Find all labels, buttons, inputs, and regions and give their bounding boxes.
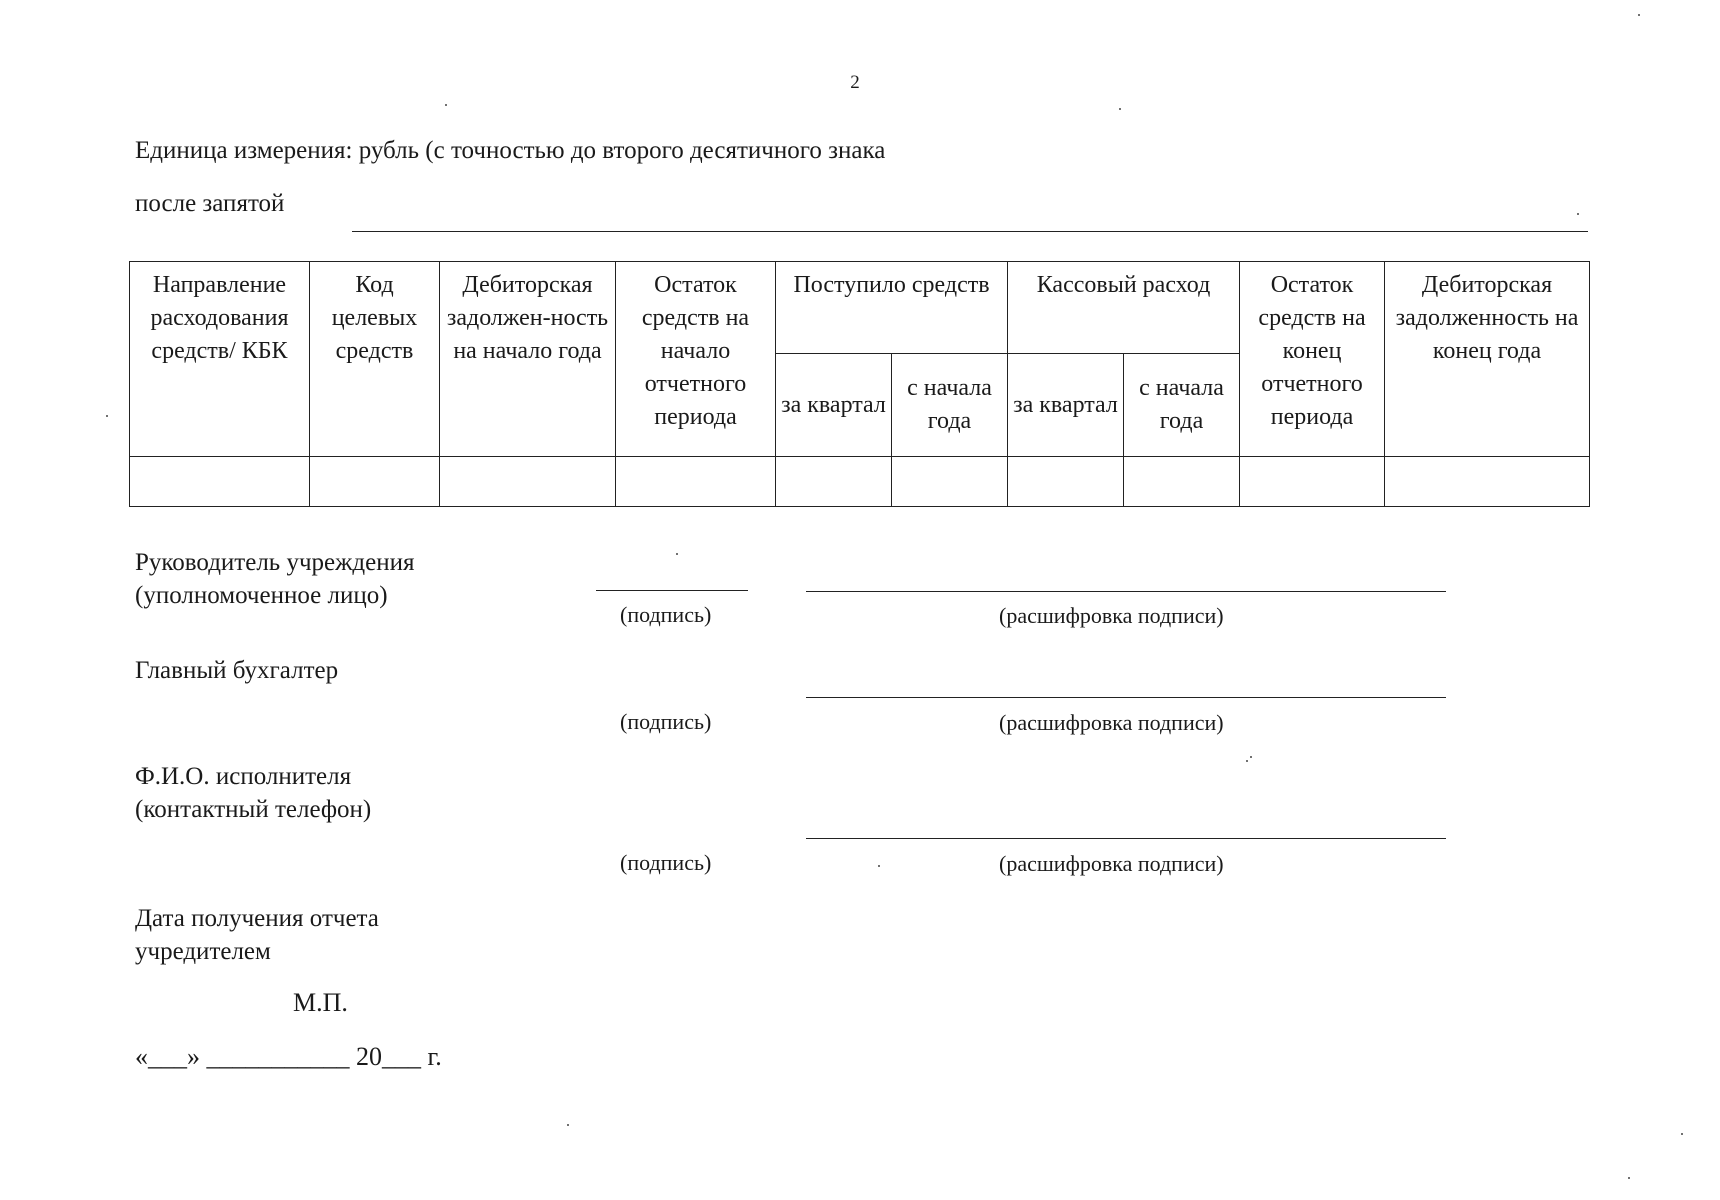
scan-speck	[1638, 14, 1640, 16]
table-cell[interactable]	[1385, 457, 1590, 507]
head-title-line2: (уполномоченное лицо)	[135, 582, 388, 609]
head-decryption-caption: (расшифровка подписи)	[999, 603, 1224, 628]
header-receivables-start: Дебиторская задолжен-ность на начало года	[440, 262, 616, 457]
chief-accountant-title: Главный бухгалтер	[135, 657, 339, 684]
receipt-date-title	[135, 902, 379, 968]
head-decryption-line[interactable]	[806, 591, 1446, 592]
subheader-received-ytd: с начала года	[892, 354, 1008, 457]
executor-title	[135, 760, 371, 826]
table-cell[interactable]	[1008, 457, 1124, 507]
subheader-expense-quarter: за квартал	[1008, 354, 1124, 457]
table-cell[interactable]	[440, 457, 616, 507]
table-cell[interactable]	[892, 457, 1008, 507]
scan-speck	[676, 553, 678, 555]
scan-speck	[1628, 1177, 1630, 1179]
header-received: Поступило средств	[776, 262, 1008, 354]
chief-accountant-signature-caption: (подпись)	[620, 709, 712, 734]
scan-speck	[106, 415, 108, 417]
unit-of-measure-line1: Единица измерения: рубль (с точностью до второго десятичного знака	[135, 137, 886, 164]
table-cell[interactable]	[776, 457, 892, 507]
executor-title-line2: (контактный телефон)	[135, 796, 372, 823]
chief-accountant-decryption-line[interactable]	[806, 697, 1446, 698]
header-cash-expense: Кассовый расход	[1008, 262, 1240, 354]
table-header-row	[130, 262, 1590, 354]
receipt-date-title-line1: Дата получения отчета	[135, 905, 379, 932]
subheader-received-quarter: за квартал	[776, 354, 892, 457]
header-direction: Направление расходования средств/ КБК	[130, 262, 310, 457]
head-signature-line[interactable]	[596, 590, 748, 591]
page-number: 2	[850, 72, 860, 93]
scan-speck	[445, 104, 447, 106]
table-cell[interactable]	[616, 457, 776, 507]
subheader-expense-ytd: с начала года	[1124, 354, 1240, 457]
scan-speck	[878, 865, 880, 867]
receipt-date-title-line2: учредителем	[135, 938, 271, 965]
head-signature-caption: (подпись)	[620, 602, 712, 627]
executor-decryption-line[interactable]	[806, 838, 1446, 839]
date-field[interactable]: «___» ___________ 20___ г.	[135, 1042, 442, 1071]
head-title-line1: Руководитель учреждения	[135, 549, 415, 576]
executor-signature-caption: (подпись)	[620, 850, 712, 875]
header-receivables-end: Дебиторская задолженность на конец года	[1385, 262, 1590, 457]
scan-speck	[1681, 1133, 1683, 1135]
scan-speck	[1577, 213, 1579, 215]
stamp-place: М.П.	[293, 988, 348, 1017]
table-cell[interactable]	[1240, 457, 1385, 507]
report-table	[129, 261, 1590, 507]
table-cell[interactable]	[130, 457, 310, 507]
header-balance-start: Остаток средств на начало отчетного периода	[616, 262, 776, 457]
table-cell[interactable]	[1124, 457, 1240, 507]
executor-decryption-caption: (расшифровка подписи)	[999, 851, 1224, 876]
head-title	[135, 546, 414, 612]
scan-speck	[567, 1124, 569, 1126]
header-code: Код целевых средств	[310, 262, 440, 457]
table-cell[interactable]	[310, 457, 440, 507]
table-row	[130, 457, 1590, 507]
unit-underline	[352, 231, 1588, 232]
scan-speck	[1119, 108, 1121, 110]
unit-of-measure-line2: после запятой	[135, 190, 285, 217]
executor-title-line1: Ф.И.О. исполнителя	[135, 763, 352, 790]
chief-accountant-decryption-caption: (расшифровка подписи)	[999, 710, 1224, 735]
scan-speck	[1246, 760, 1248, 762]
header-balance-end: Остаток средств на конец отчетного периода	[1240, 262, 1385, 457]
scan-speck	[1250, 756, 1252, 758]
